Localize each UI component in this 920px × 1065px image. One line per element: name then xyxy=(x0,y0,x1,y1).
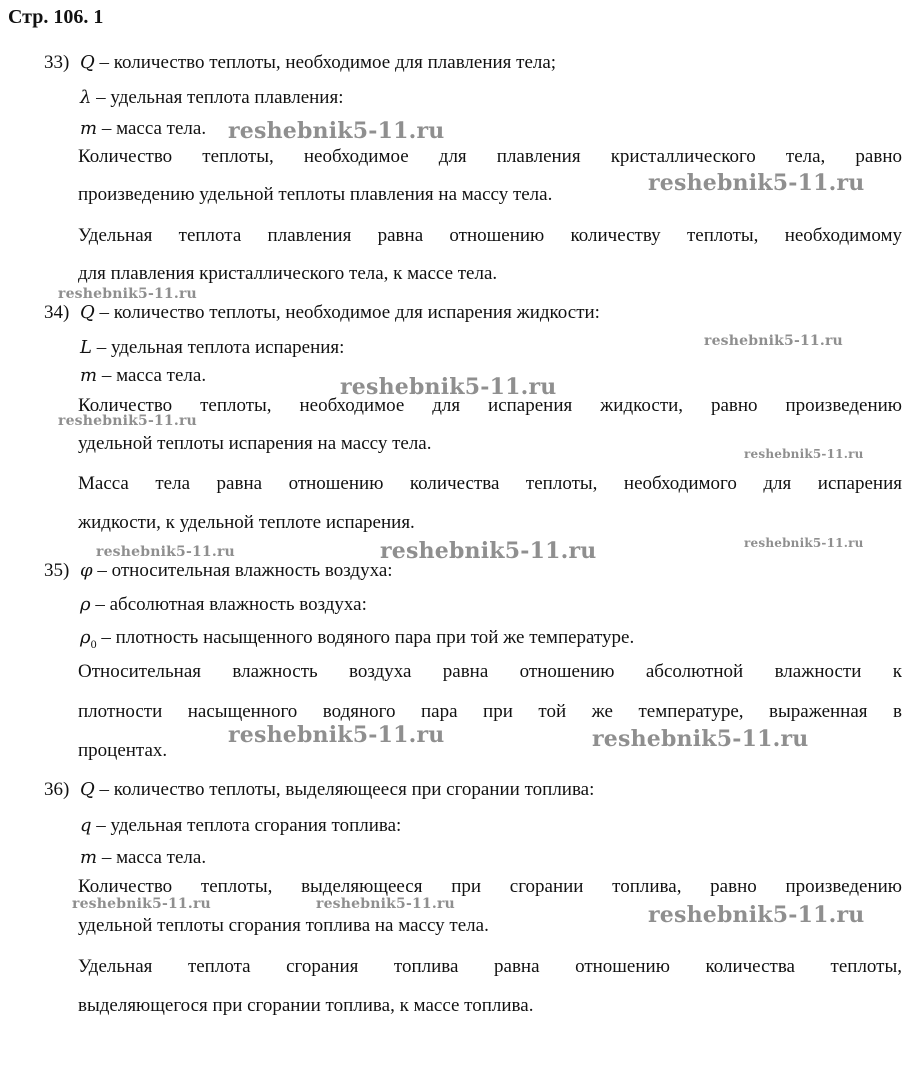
definition-line: Q – количество теплоты, необходимое для испарения жидкости: xyxy=(80,302,600,323)
item-number-35: 35) xyxy=(44,560,70,581)
definition-line: m – масса тела. xyxy=(80,847,207,868)
watermark: reshebnik5-11.ru xyxy=(228,118,445,144)
paragraph-line: жидкости, к удельной теплоте испарения. xyxy=(78,512,415,533)
watermark: reshebnik5-11.ru xyxy=(704,333,843,349)
paragraph-line: удельной теплоты сгорания топлива на массу тела. xyxy=(78,915,489,936)
definition-line: Q – количество теплоты, выделяющееся при сгорании топлива: xyxy=(80,779,595,800)
paragraph-line: удельной теплоты испарения на массу тела. xyxy=(78,433,432,454)
item-number-36: 36) xyxy=(44,779,70,800)
definition-line: φ – относительная влажность воздуха: xyxy=(80,560,393,581)
watermark: reshebnik5-11.ru xyxy=(648,902,865,928)
paragraph-line: плотности насыщенного водяного пара при той же температуре, выраженная в xyxy=(78,701,902,722)
watermark: reshebnik5-11.ru xyxy=(316,896,455,912)
definition-line: q – удельная теплота сгорания топлива: xyxy=(80,815,402,836)
paragraph-line: выделяющегося при сгорании топлива, к массе топлива. xyxy=(78,995,534,1016)
watermark: reshebnik5-11.ru xyxy=(648,170,865,196)
watermark: reshebnik5-11.ru xyxy=(58,413,197,429)
paragraph-line: Количество теплоты, необходимое для испарения жидкости, равно произведению xyxy=(78,395,902,416)
definition-line: m – масса тела. xyxy=(80,118,207,139)
paragraph-line: процентах. xyxy=(78,740,168,761)
definition-line: λ – удельная теплота плавления: xyxy=(80,87,344,108)
paragraph-line: произведению удельной теплоты плавления на массу тела. xyxy=(78,184,553,205)
watermark: reshebnik5-11.ru xyxy=(592,726,809,752)
watermark: reshebnik5-11.ru xyxy=(744,536,864,550)
watermark: reshebnik5-11.ru xyxy=(58,286,197,302)
watermark: reshebnik5-11.ru xyxy=(340,374,557,400)
definition-line: ρ – абсолютная влажность воздуха: xyxy=(80,594,367,615)
definition-line: $\rho_0$ – плотность насыщенного водяного пара при той же температуре. xyxy=(80,627,635,651)
paragraph-line: для плавления кристаллического тела, к массе тела. xyxy=(78,263,498,284)
item-number-34: 34) xyxy=(44,302,70,323)
paragraph-line: Масса тела равна отношению количества теплоты, необходимого для испарения xyxy=(78,473,902,494)
paragraph-line: Удельная теплота сгорания топлива равна отношению количества теплоты, xyxy=(78,956,902,977)
page-header: Стр. 106. 1 xyxy=(8,6,104,28)
watermark: reshebnik5-11.ru xyxy=(72,896,211,912)
paragraph-line: Удельная теплота плавления равна отношению количеству теплоты, необходимому xyxy=(78,225,902,246)
paragraph-line: Количество теплоты, выделяющееся при сгорании топлива, равно произведению xyxy=(78,876,902,897)
watermark: reshebnik5-11.ru xyxy=(380,538,597,564)
definition-line: Q – количество теплоты, необходимое для плавления тела; xyxy=(80,52,557,73)
paragraph-line: Относительная влажность воздуха равна отношению абсолютной влажности к xyxy=(78,661,902,682)
item-number-33: 33) xyxy=(44,52,70,73)
watermark: reshebnik5-11.ru xyxy=(96,544,235,560)
definition-line: L – удельная теплота испарения: xyxy=(80,337,345,358)
definition-line: m – масса тела. xyxy=(80,365,207,386)
watermark: reshebnik5-11.ru xyxy=(744,447,864,461)
paragraph-line: Количество теплоты, необходимое для плавления кристаллического тела, равно xyxy=(78,146,902,167)
watermark: reshebnik5-11.ru xyxy=(228,722,445,748)
